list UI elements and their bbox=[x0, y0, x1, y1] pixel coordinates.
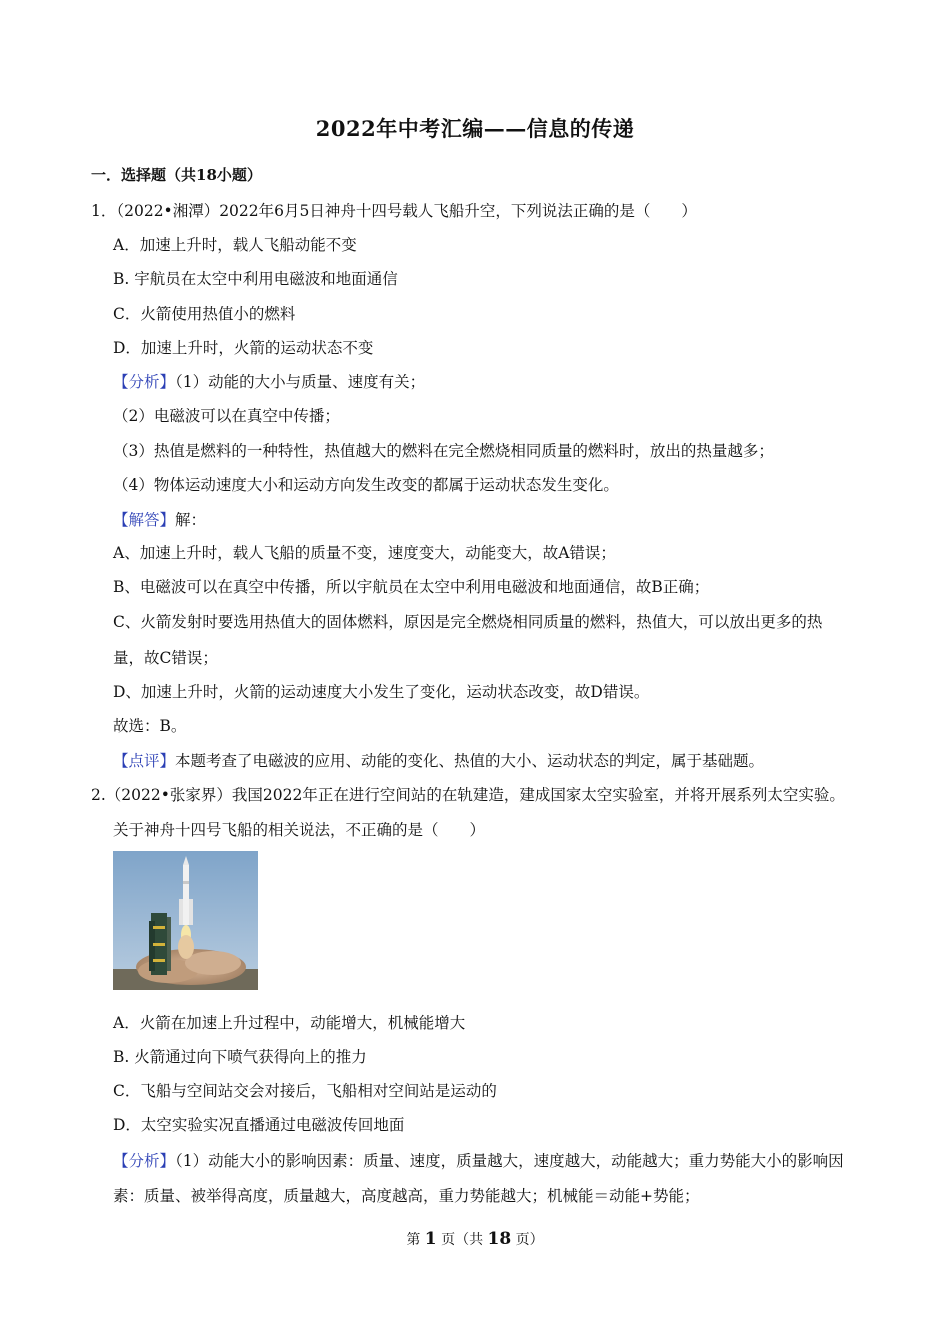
analysis-tag: 【分析】 bbox=[113, 1152, 176, 1170]
page-footer bbox=[0, 1229, 950, 1249]
analysis-text: （1）动能大小的影响因素：质量、速度，质量越大，速度越大，动能越大；重力势能大小的影响因 bbox=[175, 1152, 844, 1170]
q2-option-c: C．飞船与空间站交会对接后，飞船相对空间站是运动的 bbox=[113, 1082, 497, 1100]
q1-analysis-4: （4）物体运动速度大小和运动方向发生改变的都属于运动状态发生变化。 bbox=[113, 476, 619, 494]
analysis-text: （1）动能的大小与质量、速度有关； bbox=[175, 373, 426, 391]
q1-option-a: A．加速上升时，载人飞船动能不变 bbox=[113, 236, 357, 254]
q1-answer-c: C、火箭发射时要选用热值大的固体燃料，原因是完全燃烧相同质量的燃料，热值大，可以放出更多的热 bbox=[113, 613, 823, 631]
q2-stem-2: 关于神舟十四号飞船的相关说法，不正确的是（ ） bbox=[113, 821, 486, 839]
footer-middle: 页（共 bbox=[441, 1232, 484, 1248]
footer-suffix: 页） bbox=[515, 1232, 544, 1248]
rocket-launch-photo bbox=[113, 851, 258, 990]
q2-option-a: A．火箭在加速上升过程中，动能增大，机械能增大 bbox=[113, 1014, 466, 1032]
q1-option-d: D．加速上升时，火箭的运动状态不变 bbox=[113, 339, 374, 357]
q1-stem: 1．（2022•湘潭）2022年6月5日神舟十四号载人飞船升空，下列说法正确的是（ ） bbox=[91, 202, 697, 220]
footer-prefix: 第 bbox=[406, 1232, 421, 1248]
q1-answer-c-cont: 量，故C错误； bbox=[113, 649, 218, 667]
answer-intro: 解： bbox=[175, 511, 207, 529]
q1-analysis-line bbox=[113, 372, 425, 392]
q1-answer-head bbox=[113, 510, 206, 530]
page-number: 1 bbox=[424, 1229, 437, 1249]
q1-answer-b: B、电磁波可以在真空中传播，所以宇航员在太空中利用电磁波和地面通信，故B正确； bbox=[113, 578, 710, 596]
q2-stem-1: 2.（2022•张家界）我国2022年正在进行空间站的在轨建造，建成国家太空实验室，并将开展系列太空实验。 bbox=[91, 786, 845, 804]
q1-answer-a: A、加速上升时，载人飞船的质量不变，速度变大，动能变大，故A错误； bbox=[113, 544, 616, 562]
q1-comment-line bbox=[113, 751, 764, 771]
q2-analysis-line bbox=[113, 1151, 844, 1171]
q1-option-b: B. 宇航员在太空中利用电磁波和地面通信 bbox=[113, 270, 398, 288]
document-title: 2022年中考汇编——信息的传递 bbox=[315, 116, 635, 141]
q2-option-d: D．太空实验实况直播通过电磁波传回地面 bbox=[113, 1116, 405, 1134]
q1-analysis-2: （2）电磁波可以在真空中传播； bbox=[113, 407, 340, 425]
comment-text: 本题考查了电磁波的应用、动能的变化、热值的大小、运动状态的判定，属于基础题。 bbox=[175, 752, 765, 770]
analysis-tag: 【分析】 bbox=[113, 373, 176, 391]
page-total: 18 bbox=[487, 1229, 512, 1249]
q1-analysis-3: （3）热值是燃料的一种特性，热值越大的燃料在完全燃烧相同质量的燃料时，放出的热量越多； bbox=[113, 442, 774, 460]
q2-option-b: B. 火箭通过向下喷气获得向上的推力 bbox=[113, 1048, 367, 1066]
q1-option-c: C．火箭使用热值小的燃料 bbox=[113, 305, 296, 323]
q1-answer-d: D、加速上升时，火箭的运动速度大小发生了变化，运动状态改变，故D错误。 bbox=[113, 683, 650, 701]
comment-tag: 【点评】 bbox=[113, 752, 176, 770]
section-heading: 一．选择题（共18小题） bbox=[91, 166, 262, 184]
answer-tag: 【解答】 bbox=[113, 511, 176, 529]
q1-choice: 故选：B。 bbox=[113, 717, 187, 735]
q2-analysis-2: 素：质量、被举得高度，质量越大，高度越高，重力势能越大；机械能＝动能+势能； bbox=[113, 1187, 700, 1205]
